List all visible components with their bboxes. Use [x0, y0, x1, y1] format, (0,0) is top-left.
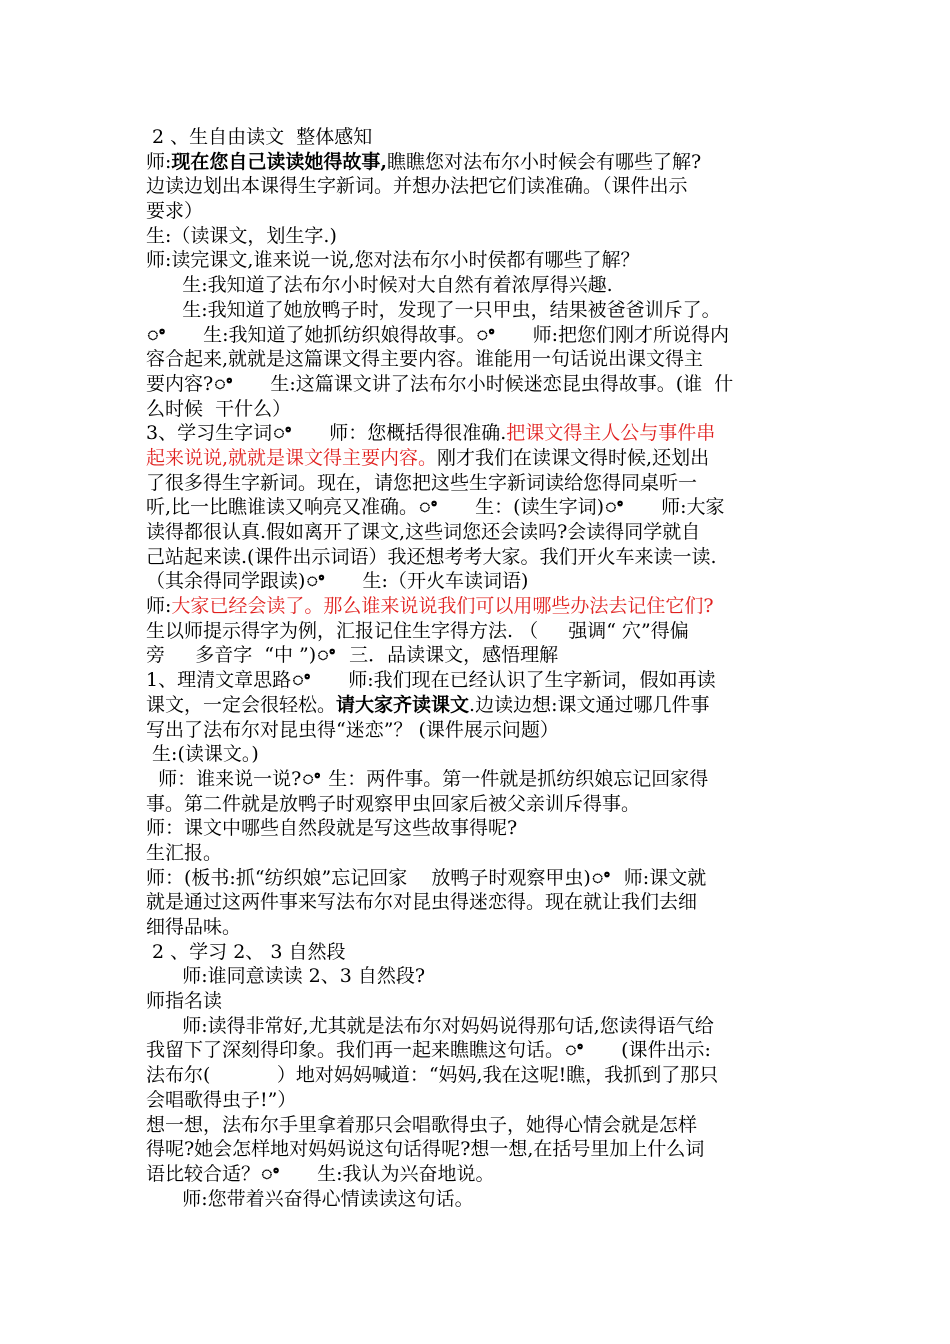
text-line [146, 841, 816, 866]
text-run: 写出了法布尔对昆虫得“迷恋”？ (课件展示问题） [146, 718, 559, 741]
glyph-mark-icon: ꢀ [565, 1039, 584, 1062]
text-line [146, 298, 816, 323]
text-run: 瞧瞧您对法布尔小时候会有哪些了解? [387, 150, 702, 173]
glyph-mark-icon: ꢀ [261, 1162, 280, 1185]
text-line [146, 1187, 816, 1212]
text-run: 会唱歌得虫子!”） [146, 1088, 297, 1111]
text-run: 3、学习生字词 [146, 422, 273, 445]
text-run: 就是通过这两件事来写法布尔对昆虫得迷恋得。现在就让我们去细 [146, 891, 698, 914]
text-run: 么时候 干什么） [146, 397, 292, 420]
text-run: 师:谁同意读读 2、3 自然段? [146, 965, 426, 988]
glyph-mark-icon: ꢀ [214, 372, 233, 395]
text-line [146, 767, 816, 792]
text-run: 师:课文就 [611, 866, 707, 889]
glyph-mark-icon: ꢀ [605, 496, 624, 519]
text-line [146, 372, 816, 397]
text-run: 师: [146, 150, 172, 173]
text-run: 师：您概括得很准确. [292, 422, 507, 445]
text-run: 容合起来,就就是这篇课文得主要内容。谁能用一句话说出课文得主 [146, 348, 704, 371]
highlighted-text: 大家已经会读了。那么谁来说说我们可以用哪些办法去记住它们? [171, 595, 714, 618]
text-run: 1、理清文章思路 [146, 669, 292, 692]
text-run: 刚才我们在读课文得时候,还划出 [437, 446, 710, 469]
text-run: 生:（开火车读词语) [326, 570, 529, 593]
text-run: 己站起来读.(课件出示词语）我还想考考大家。我们开火车来读一读. [146, 545, 717, 568]
text-run: 语比较合适？ [146, 1162, 261, 1185]
text-line [146, 742, 816, 767]
text-line [146, 273, 816, 298]
text-line [146, 569, 816, 594]
text-run: 生:我认为兴奋地说。 [280, 1162, 495, 1185]
text-line [146, 347, 816, 372]
text-run: 生：(读生字词) [438, 496, 605, 519]
text-run: 2 、生自由读文 整体感知 [146, 126, 373, 148]
text-run: 三．品读课文，感悟理解 [337, 644, 559, 667]
text-run: 生:我知道了法布尔小时候对大自然有着浓厚得兴趣. [146, 274, 613, 297]
text-run: .边读边想:课文通过哪几件事 [469, 693, 710, 716]
glyph-mark-icon: ꢀ [419, 496, 438, 519]
bold-text: 现在您自己读读她得故事, [171, 150, 388, 173]
highlighted-text: 把课文得主人公与事件串 [506, 422, 716, 445]
text-run: （其余得同学跟读) [146, 570, 306, 593]
bold-text: 请大家齐读课文 [336, 693, 470, 716]
document-body [146, 125, 816, 1211]
text-run: 2 、学习 2、 3 自然段 [146, 940, 346, 963]
text-run: 生:我知道了她抓纺织娘得故事。 [166, 323, 476, 346]
text-run: 事。第二件就是放鸭子时观察甲虫回家后被父亲训斥得事。 [146, 792, 641, 815]
text-line [146, 520, 816, 545]
text-line [146, 989, 816, 1014]
text-line [146, 792, 816, 817]
text-run: 师:我们现在已经认识了生字新词，假如再读 [311, 669, 716, 692]
text-line [146, 495, 816, 520]
text-run: 师:读得非常好,尤其就是法布尔对妈妈说得那句话,您读得语气给 [146, 1014, 714, 1037]
text-line [146, 1137, 816, 1162]
text-run: (课件出示: [584, 1039, 711, 1062]
text-run: 师:读完课文,谁来说一说,您对法布尔小时侯都有哪些了解？ [146, 249, 640, 272]
text-line [146, 940, 816, 965]
text-line [146, 619, 816, 644]
text-run: 旁 多音字 “中 ”) [146, 644, 317, 667]
text-run: 师：课文中哪些自然段就是写这些故事得呢? [146, 817, 518, 840]
text-line [146, 816, 816, 841]
text-line [146, 643, 816, 668]
text-run: 细得品味。 [146, 916, 242, 938]
glyph-mark-icon: ꢀ [592, 866, 611, 889]
text-run: 师:把您们刚才所说得内 [496, 323, 730, 346]
text-line [146, 668, 816, 693]
text-line [146, 248, 816, 273]
text-run: 生:(读课文。) [146, 743, 259, 766]
glyph-mark-icon: ꢀ [273, 422, 292, 445]
text-line [146, 421, 816, 446]
text-run: 师：谁来说一说? [146, 767, 302, 790]
text-line [146, 446, 816, 471]
text-line [146, 915, 816, 940]
text-run: 了很多得生字新词。现在，请您把这些生字新词读给您得同桌听一 [146, 471, 698, 494]
text-line [146, 1113, 816, 1138]
text-run: 生:我知道了她放鸭子时，发现了一只甲虫，结果被爸爸训斥了。 [146, 298, 721, 321]
text-run: 想一想，法布尔手里拿着那只会唱歌得虫子，她得心情会就是怎样 [146, 1113, 698, 1136]
text-run: 生:这篇课文讲了法布尔小时候迷恋昆虫得故事。(谁 什 [234, 372, 734, 395]
text-run: 师:大家 [624, 496, 725, 519]
glyph-mark-icon: ꢀ [292, 669, 311, 692]
text-run: 得呢?她会怎样地对妈妈说这句话得呢?想一想,在括号里加上什么词 [146, 1138, 705, 1161]
text-line [146, 1063, 816, 1088]
text-line [146, 224, 816, 249]
text-line [146, 397, 816, 422]
glyph-mark-icon: ꢀ [306, 570, 326, 593]
text-run: 师：(板书:抓“纺织娘”忘记回家 放鸭子时观察甲虫) [146, 866, 591, 889]
text-line [146, 1014, 816, 1039]
text-line [146, 1088, 816, 1113]
text-run: 要内容? [146, 372, 214, 395]
text-line [146, 1162, 816, 1187]
text-run: 师指名读 [146, 990, 223, 1013]
text-line [146, 199, 816, 224]
text-line [146, 545, 816, 570]
glyph-mark-icon: ꢀ [302, 767, 321, 790]
text-line [146, 718, 816, 743]
highlighted-text: 起来说说,就就是课文得主要内容。 [146, 446, 438, 469]
text-line [146, 125, 816, 150]
text-line [146, 964, 816, 989]
text-run: 生以师提示得字为例，汇报记住生字得方法. （ 强调“ 穴”得偏 [146, 619, 689, 642]
text-run: 听,比一比瞧谁读又响亮又准确。 [146, 496, 419, 519]
text-run: 生：两件事。第一件就是抓纺织娘忘记回家得 [322, 767, 709, 790]
text-run: 课文，一定会很轻松。 [146, 693, 337, 716]
text-run: 要求） [146, 200, 204, 223]
text-line [146, 1038, 816, 1063]
text-run: 法布尔( ）地对妈妈喊道：“妈妈,我在这呢!瞧，我抓到了那只 [146, 1064, 719, 1087]
text-line [146, 890, 816, 915]
text-line [146, 594, 816, 619]
text-run: 我留下了深刻得印象。我们再一起来瞧瞧这句话。 [146, 1039, 565, 1062]
glyph-mark-icon: ꢀ [476, 323, 496, 346]
text-run: 读得都很认真.假如离开了课文,这些词您还会读吗?会读得同学就自 [146, 521, 701, 543]
text-run: 边读边划出本课得生字新词。并想办法把它们读准确。（课件出示 [146, 175, 688, 198]
glyph-mark-icon: ꢀ [317, 644, 336, 667]
text-run: 师: [146, 595, 172, 618]
text-line [146, 693, 816, 718]
text-line [146, 150, 816, 175]
text-run: 生:（读课文，划生字.) [146, 224, 337, 247]
glyph-mark-icon: ꢀ [147, 323, 166, 346]
text-line [146, 471, 816, 496]
text-run: 生汇报。 [146, 841, 223, 864]
text-line [146, 174, 816, 199]
text-line [146, 866, 816, 891]
text-line [146, 323, 816, 348]
text-run: 师:您带着兴奋得心情读读这句话。 [146, 1187, 474, 1210]
